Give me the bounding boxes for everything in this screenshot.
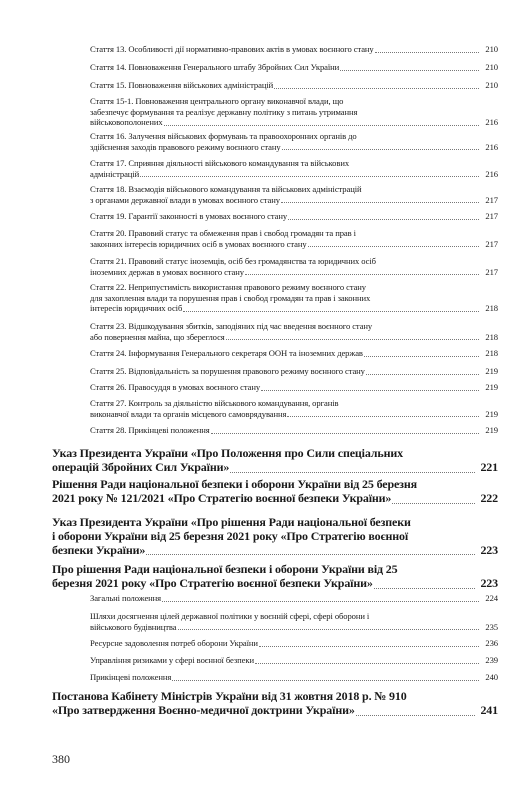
- toc-entry-title-line: безпеки України»: [52, 542, 146, 557]
- toc-page-number: 216: [485, 117, 498, 128]
- toc-entry: [90, 366, 498, 377]
- toc-entry-title-line: Загальні положення: [90, 593, 162, 603]
- toc-entry-last-line: [90, 117, 498, 128]
- toc-page-number: 217: [485, 238, 498, 249]
- toc-entry-title-line: Стаття 25. Відповідальність за порушення правового режиму воєнного стану: [90, 366, 365, 376]
- toc-entry-title-line: Стаття 17. Сприяння діяльності військового командування та військових: [90, 158, 350, 168]
- dot-leader: [162, 601, 479, 602]
- dot-leader: [261, 390, 479, 391]
- toc-page-number: 222: [480, 490, 498, 505]
- toc-page-number: 223: [480, 575, 498, 590]
- toc-entry-last-line: [90, 142, 498, 153]
- toc-entry-last-line: [90, 425, 498, 436]
- dot-leader: [226, 339, 479, 340]
- toc-page-number: 216: [485, 168, 498, 179]
- dot-leader: [245, 274, 479, 275]
- toc-page-number: 216: [485, 141, 498, 152]
- dot-leader: [183, 311, 479, 312]
- dot-leader: [288, 219, 479, 220]
- toc-entry-title-line: Стаття 26. Правосуддя в умовах воєнного стану: [90, 382, 261, 392]
- dot-leader: [146, 554, 475, 555]
- toc-entry-title-line: іноземних держав в умовах воєнного стану: [90, 266, 244, 277]
- toc-entry-title-line: і оборони України від 25 березня 2021 року «Про Стратегію воєнної: [52, 528, 409, 543]
- toc-entry-last-line: [90, 211, 498, 222]
- toc-page-number: 210: [485, 62, 498, 72]
- toc-entry-last-line: [90, 303, 498, 314]
- dot-leader: [375, 52, 479, 53]
- toc-entry: [90, 611, 498, 632]
- toc-page-number: 210: [485, 44, 498, 54]
- toc-page-number: 217: [485, 266, 498, 277]
- dot-leader: [274, 88, 479, 89]
- toc-entry-title-line: Стаття 23. Відшкодування збитків, заподіяних під час введення воєнного стану: [90, 321, 373, 331]
- toc-section-entry: [52, 690, 498, 718]
- dot-leader: [374, 588, 475, 589]
- toc-entry-last-line: [90, 366, 498, 377]
- toc-entry-last-line: [90, 348, 498, 359]
- toc-entry: [90, 80, 498, 91]
- toc-entry-title-line: березня 2021 року «Про Стратегію воєнної безпеки України»: [52, 575, 373, 590]
- toc-entry-title-line: здійснення заходів правового режиму воєнного стану: [90, 141, 281, 152]
- toc-page-number: 218: [485, 331, 498, 342]
- toc-page-number: 219: [485, 425, 498, 435]
- toc-entry-title-line: Стаття 16. Залучення військових формувань та правоохоронних органів до: [90, 131, 357, 141]
- toc-page-number: 219: [485, 366, 498, 376]
- toc-entry-title-line: Стаття 15. Повноваження військових адміністрацій: [90, 80, 274, 90]
- toc-page-number: 219: [485, 408, 498, 419]
- toc-entry-title-line: законних інтересів юридичних осіб в умовах воєнного стану: [90, 238, 307, 249]
- toc-page-number: 224: [485, 593, 498, 603]
- toc-entry: [90, 44, 498, 55]
- toc-page-number: 218: [485, 303, 498, 314]
- toc-entry-last-line: [90, 382, 498, 393]
- toc-entry-title-line: Стаття 14. Повноваження Генерального штабу Збройних Сил України: [90, 62, 340, 72]
- toc-page-number: 218: [485, 348, 498, 358]
- toc-entry-last-line: [90, 622, 498, 633]
- toc-page-number: 241: [480, 702, 498, 717]
- toc-page-number: 239: [485, 655, 498, 665]
- toc-entry: [90, 593, 498, 604]
- toc-entry-last-line: [52, 577, 498, 591]
- toc-page-number: 240: [485, 672, 498, 682]
- toc-entry: [90, 184, 498, 205]
- toc-entry-title-line: Управління ризиками у сфері воєнної безпеки: [90, 655, 254, 665]
- toc-entry: [90, 211, 498, 222]
- dot-leader: [366, 374, 479, 375]
- toc-entry: [90, 382, 498, 393]
- toc-entry-last-line: [90, 638, 498, 649]
- dot-leader: [259, 646, 479, 647]
- toc-entry-last-line: [52, 704, 498, 718]
- dot-leader: [178, 629, 480, 630]
- dot-leader: [230, 472, 475, 473]
- toc-entry-title-line: Ресурсне задоволення потреб оборони України: [90, 638, 258, 648]
- toc-page-number: 217: [485, 194, 498, 205]
- toc-entry-last-line: [90, 169, 498, 180]
- toc-entry-title-line: Стаття 13. Особливості дії нормативно-правових актів в умовах воєнного стану: [90, 44, 374, 54]
- toc-entry-title-line: Стаття 21. Правовий статус іноземців, осіб без громадянства та юридичних осіб: [90, 256, 376, 266]
- toc-entry: [90, 282, 498, 314]
- toc-entry-title-line: операцій Збройних Сил України»: [52, 459, 230, 474]
- toc-entry-last-line: [90, 44, 498, 55]
- toc-entry-last-line: [52, 544, 498, 558]
- toc-entry-title-line: інтересів юридичних осіб: [90, 303, 183, 314]
- toc-entry-title-line: військового будівництва: [90, 621, 177, 632]
- toc-section-entry: [52, 563, 498, 591]
- toc-entry-last-line: [90, 267, 498, 278]
- toc-entry-title-line: Шляхи досягнення цілей державної політики у воєнній сфері, сфері оборони і: [90, 611, 370, 621]
- toc-entry-last-line: [52, 461, 498, 475]
- toc-entry-title-line: військовополонених: [90, 117, 163, 128]
- toc-entry-title-line: Стаття 18. Взаємодія військового командування та військових адміністрацій: [90, 184, 362, 194]
- toc-page-number: 221: [480, 459, 498, 474]
- dot-leader: [392, 503, 475, 504]
- dot-leader: [140, 176, 479, 177]
- toc-entry-title-line: або повернення майна, що збереглося: [90, 331, 225, 342]
- toc-entry: [90, 638, 498, 649]
- toc-entry-title-line: для захоплення влади та порушення прав і свобод громадян та прав і законних: [90, 292, 371, 303]
- toc-entry-last-line: [52, 492, 498, 506]
- dot-leader: [356, 715, 475, 716]
- toc-entry-title-line: Стаття 20. Правовий статус та обмеження прав і свобод громадян та прав і: [90, 228, 356, 238]
- toc-entry-title-line: Стаття 24. Інформування Генерального секретаря ООН та іноземних держав: [90, 348, 363, 358]
- toc-entry-title-line: 2021 року № 121/2021 «Про Стратегію воєнної безпеки України»: [52, 490, 392, 505]
- toc-entry: [90, 256, 498, 277]
- toc-entry-last-line: [90, 655, 498, 666]
- toc-section-entry: [52, 516, 498, 557]
- toc-entry: [90, 672, 498, 683]
- dot-leader: [282, 149, 479, 150]
- toc-entry: [90, 398, 498, 419]
- toc-entry-title-line: Стаття 28. Прикінцеві положення: [90, 425, 210, 435]
- toc-entry-last-line: [90, 62, 498, 73]
- toc-page-number: 223: [480, 542, 498, 557]
- dot-leader: [287, 416, 479, 417]
- toc-entry-title-line: виконавчої влади та органів місцевого самоврядування: [90, 408, 287, 419]
- toc-entry-title-line: Стаття 19. Гарантії законності в умовах воєнного стану: [90, 211, 288, 221]
- toc-entry: [90, 348, 498, 359]
- toc-entry-title-line: Прикінцеві положення: [90, 672, 172, 682]
- dot-leader: [308, 246, 479, 247]
- toc-entry: [90, 321, 498, 342]
- toc-page-number: 210: [485, 80, 498, 90]
- toc-entry-title-line: «Про затвердження Воєнно-медичної доктрини України»: [52, 702, 355, 717]
- page-number: 380: [52, 752, 70, 766]
- toc-entry: [90, 131, 498, 152]
- dot-leader: [211, 433, 479, 434]
- toc-entry-last-line: [90, 80, 498, 91]
- toc-page-number: 219: [485, 382, 498, 392]
- toc-section-entry: [52, 447, 498, 475]
- toc-page-number: 235: [485, 621, 498, 632]
- toc-entry-last-line: [90, 593, 498, 604]
- toc-page-number: 236: [485, 638, 498, 648]
- toc-entry: [90, 228, 498, 249]
- toc-entry-last-line: [90, 195, 498, 206]
- toc-entry-last-line: [90, 409, 498, 420]
- toc-entry: [90, 655, 498, 666]
- toc-section-entry: [52, 478, 498, 506]
- toc-entry-title-line: Стаття 15-1. Повноваження центрального органу виконавчої влади, що: [90, 96, 344, 106]
- toc-entry-title-line: з органами державної влади в умовах воєнного стану: [90, 194, 280, 205]
- toc-entry-title-line: Стаття 22. Неприпустимість використання правового режиму воєнного стану: [90, 282, 366, 292]
- dot-leader: [172, 680, 479, 681]
- toc-entry-title-line: Рішення Ради національної безпеки і оборони України від 25 березня: [52, 477, 417, 491]
- toc-entry-last-line: [90, 239, 498, 250]
- toc-entry-title-line: забезпечує формування та реалізує державну політику з питань утримання: [90, 106, 358, 117]
- toc-entry: [90, 158, 498, 179]
- toc-entry: [90, 425, 498, 436]
- dot-leader: [340, 70, 479, 71]
- dot-leader: [255, 663, 479, 664]
- dot-leader: [164, 125, 479, 126]
- toc-entry-title-line: адміністрацій: [90, 168, 140, 179]
- toc-entry-title-line: Постанова Кабінету Міністрів України від 31 жовтня 2018 р. № 910: [52, 689, 407, 703]
- toc-entry: [90, 96, 498, 128]
- toc-entry-title-line: Стаття 27. Контроль за діяльністю військового командування, органів: [90, 398, 339, 408]
- toc-entry-last-line: [90, 672, 498, 683]
- toc-entry-title-line: Указ Президента України «Про Положення про Сили спеціальних: [52, 446, 403, 460]
- dot-leader: [281, 202, 479, 203]
- toc-entry-last-line: [90, 332, 498, 343]
- toc-entry: [90, 62, 498, 73]
- toc-page-number: 217: [485, 211, 498, 221]
- dot-leader: [364, 356, 479, 357]
- toc-entry-title-line: Указ Президента України «Про рішення Ради національної безпеки: [52, 515, 411, 529]
- toc-entry-title-line: Про рішення Ради національної безпеки і оборони України від 25: [52, 562, 398, 576]
